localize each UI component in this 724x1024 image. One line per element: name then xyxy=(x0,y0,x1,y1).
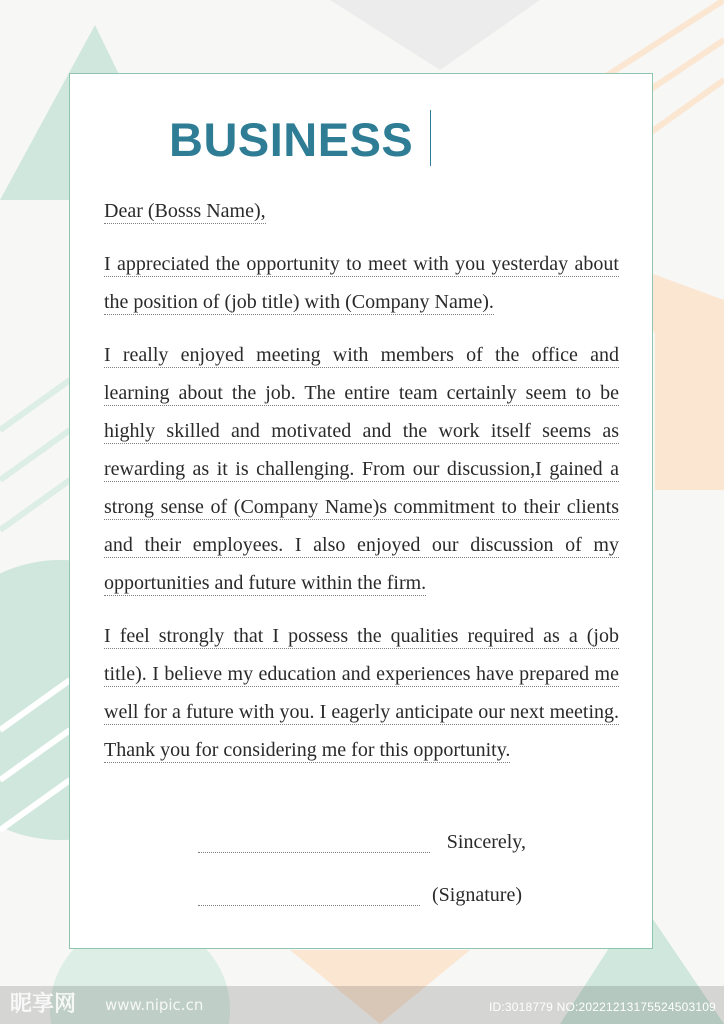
closing: Sincerely, xyxy=(446,831,526,853)
signature: (Signature) xyxy=(432,884,522,906)
letter-body xyxy=(104,192,619,784)
signature-line xyxy=(198,905,420,906)
watermark-logo: 昵享网 xyxy=(10,992,77,1017)
title-divider xyxy=(430,110,431,166)
closing-row xyxy=(198,824,526,854)
closing-line xyxy=(198,852,430,853)
paragraph-2: I really enjoyed meeting with members of the office and learning about the job. The entire team certainly seem to be highly skilled and motivated and the work itself seems as rewarding as it is challenging. From our discussion,I gained a strong sense of (Company Name)s commitment to their clients and their employees. I also enjoyed our discussion of my opportunities and future within the firm. xyxy=(104,344,619,594)
paragraph-1: I appreciated the opportunity to meet with you yesterday about the position of (job title) with (Company Name). xyxy=(104,253,619,313)
letter-title: BUSINESS xyxy=(169,113,414,166)
watermark-bar xyxy=(0,986,724,1024)
letter-paper xyxy=(69,73,653,949)
paragraph-3: I feel strongly that I possess the qualities required as a (job title). I believe my education and experiences have prepared me well for a future with you. I eagerly anticipate our next meeting. Thank you for considering me for this opportunity. xyxy=(104,625,619,761)
watermark-site: www.nipic.cn xyxy=(105,996,204,1014)
greeting: Dear (Bosss Name), xyxy=(104,200,266,222)
image-id: ID:3018779 NO:20221213175524503109 xyxy=(489,1000,716,1014)
signature-row xyxy=(198,877,526,907)
